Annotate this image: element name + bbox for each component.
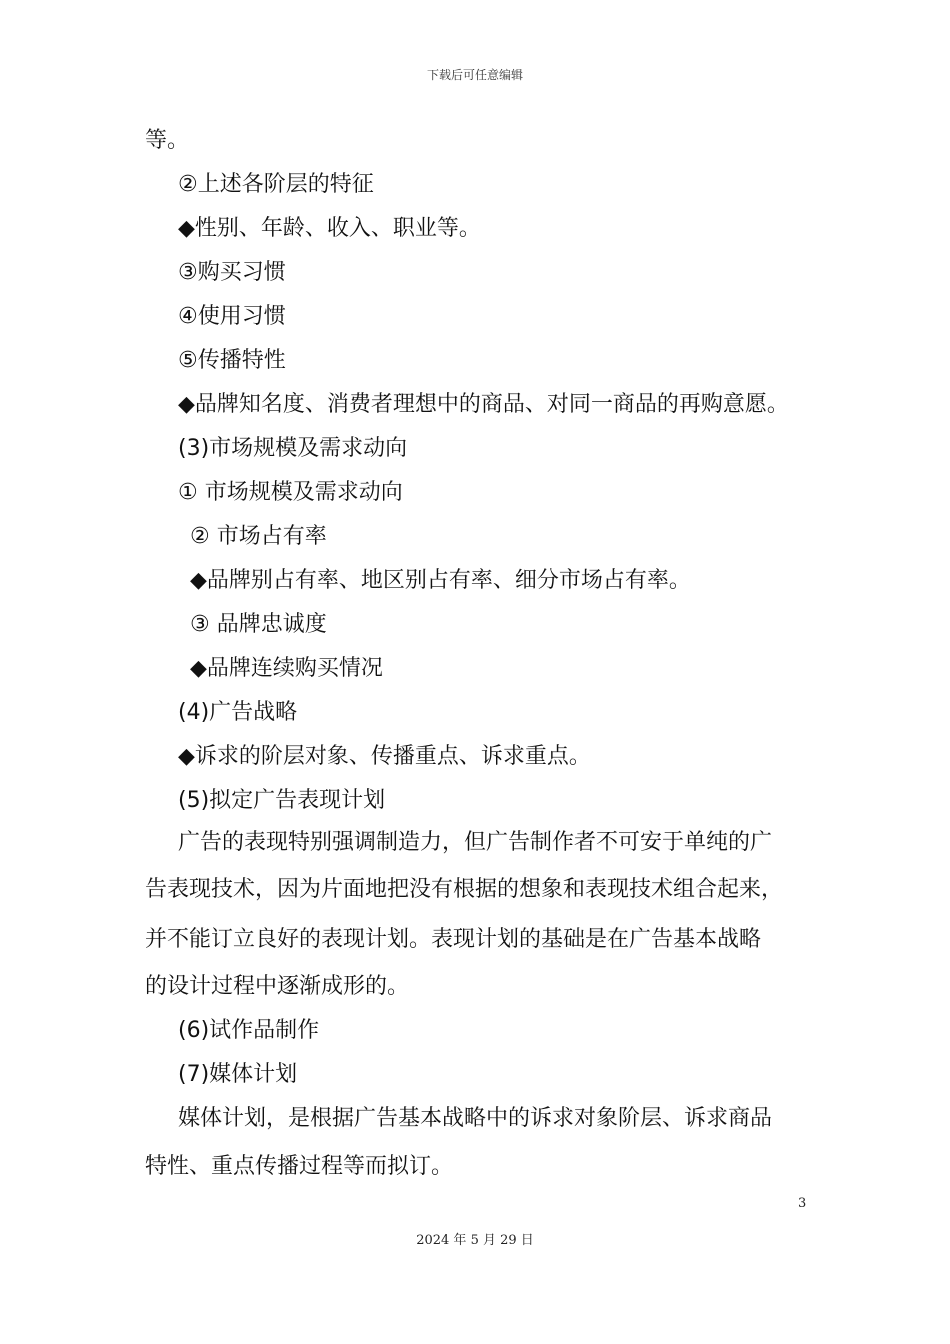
bullet-item: ◆品牌连续购买情况 [190, 656, 383, 681]
page-footer-date: 2024 年 5 月 29 日 [416, 1233, 534, 1248]
bullet-item: ◆诉求的阶层对象、传播重点、诉求重点。 [178, 744, 591, 769]
bullet-item: ◆性别、年龄、收入、职业等。 [178, 216, 481, 241]
paragraph-line: 媒体计划，是根据广告基本战略中的诉求对象阶层、诉求商品 [178, 1106, 773, 1131]
list-item: ②上述各阶层的特征 [178, 172, 374, 197]
section-heading: (7)媒体计划 [178, 1062, 298, 1087]
section-heading: (6)试作品制作 [178, 1018, 320, 1043]
section-heading: (5)拟定广告表现计划 [178, 788, 386, 813]
paragraph-line: 广告的表现特别强调制造力，但广告制作者不可安于单纯的广 [178, 830, 773, 855]
section-heading: (3)市场规模及需求动向 [178, 436, 408, 461]
page-number: 3 [798, 1196, 807, 1211]
paragraph-line: 的设计过程中逐渐成形的。 [145, 974, 410, 999]
list-item: ④使用习惯 [178, 304, 286, 329]
list-item: ① 市场规模及需求动向 [178, 480, 403, 505]
list-item: ⑤传播特性 [178, 348, 286, 373]
body-line: 等。 [145, 128, 190, 153]
page-header: 下载后可任意编辑 [426, 68, 523, 82]
list-item: ② 市场占有率 [190, 524, 327, 549]
paragraph-line: 告表现技术，因为片面地把没有根据的想象和表现技术组合起来， [145, 877, 784, 902]
list-item: ③ 品牌忠诚度 [190, 612, 327, 637]
list-item: ③购买习惯 [178, 260, 286, 285]
section-heading: (4)广告战略 [178, 700, 298, 725]
bullet-item: ◆品牌别占有率、地区别占有率、细分市场占有率。 [190, 568, 691, 593]
paragraph-line: 特性、重点传播过程等而拟订。 [145, 1154, 454, 1179]
bullet-item: ◆品牌知名度、消费者理想中的商品、对同一商品的再购意愿。 [178, 392, 789, 417]
paragraph-line: 并不能订立良好的表现计划。表现计划的基础是在广告基本战略 [145, 927, 762, 952]
